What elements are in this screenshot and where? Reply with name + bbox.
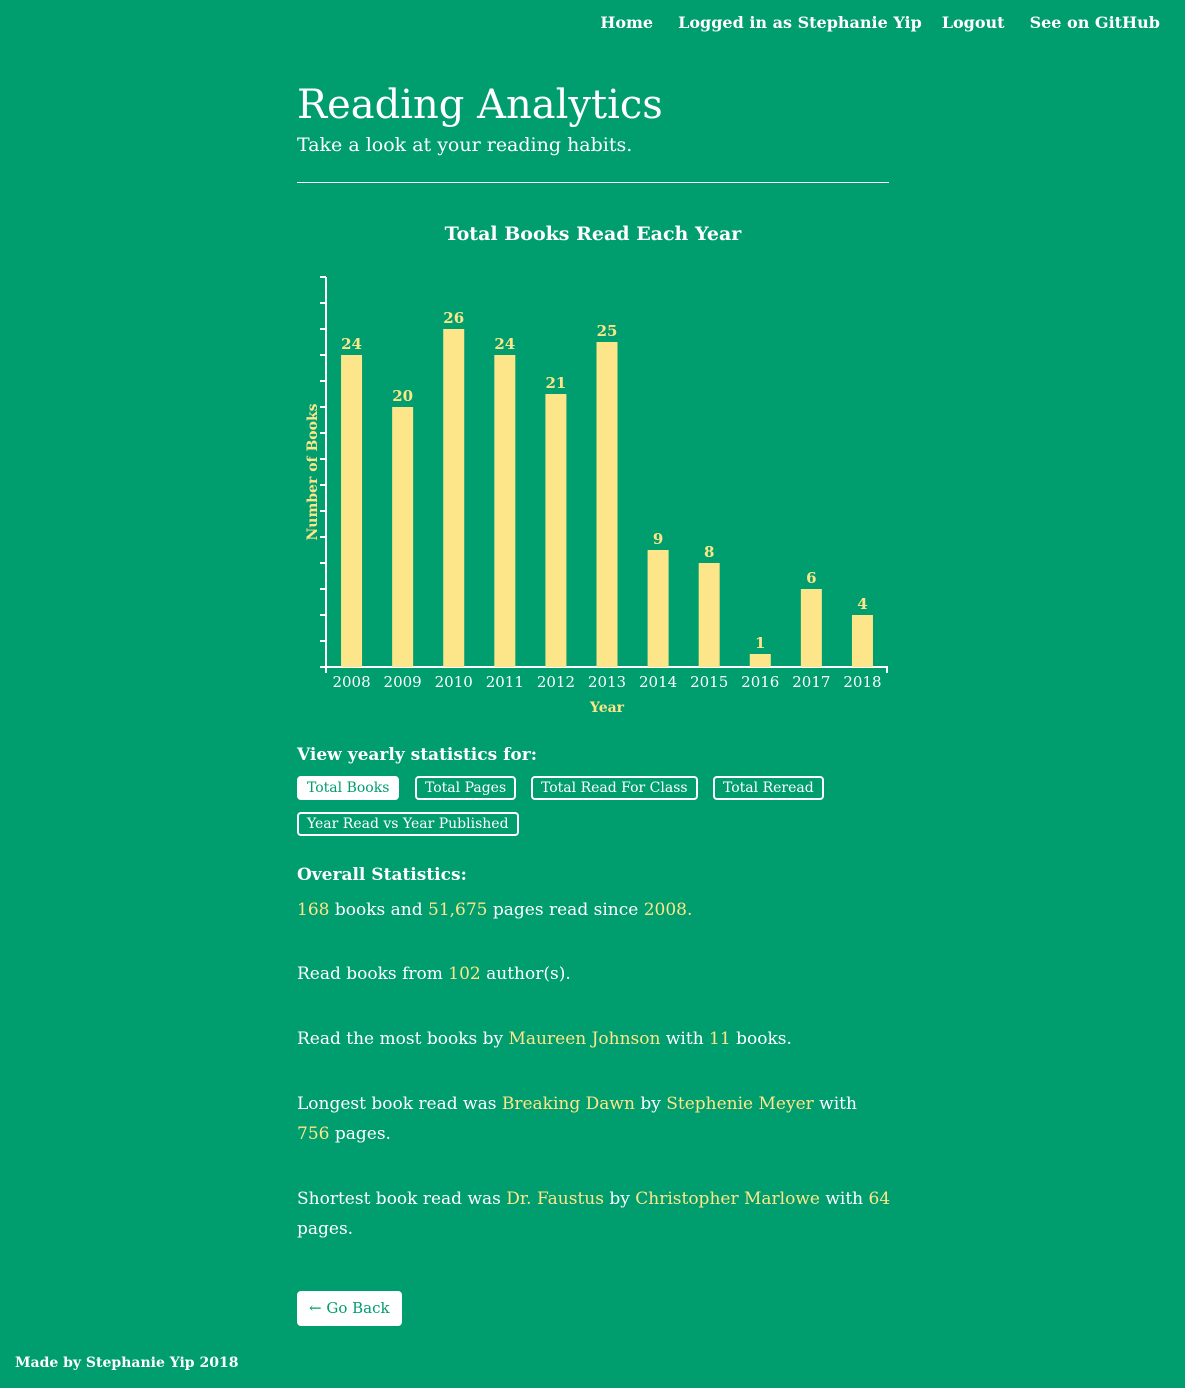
logged-in-user: Logged in as Stephanie Yip: [678, 13, 922, 32]
x-tick-label: 2013: [587, 673, 627, 691]
year-read-vs-published-button[interactable]: Year Read vs Year Published: [297, 812, 519, 836]
stat-text: Read books from: [297, 964, 449, 984]
overall-stats-label: Overall Statistics:: [297, 865, 467, 885]
shortest-book-author: Christopher Marlowe: [635, 1189, 820, 1209]
go-back-button[interactable]: ← Go Back: [297, 1291, 402, 1326]
total-read-for-class-button[interactable]: Total Read For Class: [531, 776, 698, 800]
bar-value-label: 4: [857, 595, 868, 613]
bar-value-label: 26: [443, 309, 465, 327]
stat-text: with: [813, 1094, 857, 1114]
total-reread-button[interactable]: Total Reread: [713, 776, 824, 800]
divider: [297, 182, 889, 183]
stat-text: with: [660, 1029, 710, 1049]
bar: [392, 407, 413, 667]
bar-value-label: 8: [703, 543, 715, 561]
total-pages-button[interactable]: Total Pages: [415, 776, 516, 800]
bar: [648, 550, 669, 667]
x-tick-label: 2012: [536, 673, 576, 691]
bar: [801, 589, 822, 667]
bar: [443, 329, 464, 667]
page-title: Reading Analytics: [297, 82, 663, 128]
books-total: 168: [297, 900, 330, 920]
longest-book-pages: 756: [297, 1124, 330, 1144]
bar-value-label: 24: [341, 335, 362, 353]
bar-value-label: 20: [392, 387, 414, 405]
stat-text: with: [819, 1189, 869, 1209]
bar-value-label: 25: [596, 322, 618, 340]
stat-text: Longest book read was: [297, 1094, 502, 1114]
stat-text: pages.: [329, 1124, 391, 1144]
stat-text: by: [634, 1094, 667, 1114]
x-tick-label: 2014: [638, 673, 678, 691]
most-read-count: 11: [709, 1029, 731, 1049]
top-nav: [600, 13, 1160, 32]
longest-book-title: Breaking Dawn: [501, 1094, 635, 1114]
stat-totals: [297, 895, 897, 925]
bar-value-label: 24: [494, 335, 516, 353]
bar-chart: [297, 220, 889, 720]
y-axis-label: Number of Books: [305, 403, 321, 541]
stat-text: books.: [730, 1029, 792, 1049]
bar: [597, 342, 618, 667]
stat-authors: [297, 959, 897, 989]
x-tick-label: 2011: [485, 673, 524, 691]
yearly-stats-label: View yearly statistics for:: [297, 745, 537, 765]
stat-shortest-book: [297, 1184, 897, 1244]
bar: [750, 654, 771, 667]
stat-text: Shortest book read was: [297, 1189, 507, 1209]
since-year: 2008: [643, 900, 687, 920]
x-tick-label: 2016: [741, 673, 780, 691]
bar-value-label: 6: [806, 569, 817, 587]
chart-title: Total Books Read Each Year: [444, 223, 742, 245]
bar: [545, 394, 566, 667]
x-tick-label: 2017: [792, 673, 831, 691]
shortest-book-pages: 64: [868, 1189, 891, 1209]
bar: [852, 615, 873, 667]
stat-most-read-author: [297, 1024, 897, 1054]
bar: [494, 355, 515, 667]
longest-book-author: Stephenie Meyer: [666, 1094, 814, 1114]
nav-home-link[interactable]: Home: [600, 13, 654, 32]
stat-text: .: [686, 900, 693, 920]
nav-github-link[interactable]: See on GitHub: [1029, 13, 1160, 32]
most-read-author: Maureen Johnson: [508, 1029, 661, 1049]
chart-container: [297, 220, 889, 720]
total-books-button[interactable]: Total Books: [297, 776, 399, 800]
bar: [699, 563, 720, 667]
x-tick-label: 2008: [332, 673, 371, 691]
stat-text: pages.: [297, 1219, 354, 1239]
x-axis-label: Year: [589, 700, 625, 716]
nav-logout-link[interactable]: Logout: [941, 13, 1005, 32]
footer: Made by Stephanie Yip 2018: [15, 1355, 239, 1371]
bar-value-label: 9: [652, 530, 664, 548]
x-tick-label: 2018: [843, 673, 882, 691]
authors-count: 102: [448, 964, 481, 984]
bar-value-label: 1: [755, 634, 766, 652]
pages-total: 51,675: [428, 900, 488, 920]
stat-text: pages read since: [487, 900, 644, 920]
stat-text: by: [603, 1189, 636, 1209]
x-tick-label: 2015: [690, 673, 729, 691]
bar-value-label: 21: [545, 374, 567, 392]
x-tick-label: 2009: [383, 673, 422, 691]
bar: [341, 355, 362, 667]
x-tick-label: 2010: [434, 673, 473, 691]
stat-text: books and: [329, 900, 429, 920]
stat-longest-book: [297, 1089, 867, 1149]
stat-text: author(s).: [480, 964, 571, 984]
stat-text: Read the most books by: [297, 1029, 509, 1049]
shortest-book-title: Dr. Faustus: [506, 1189, 604, 1209]
page-subtitle: Take a look at your reading habits.: [297, 134, 633, 156]
